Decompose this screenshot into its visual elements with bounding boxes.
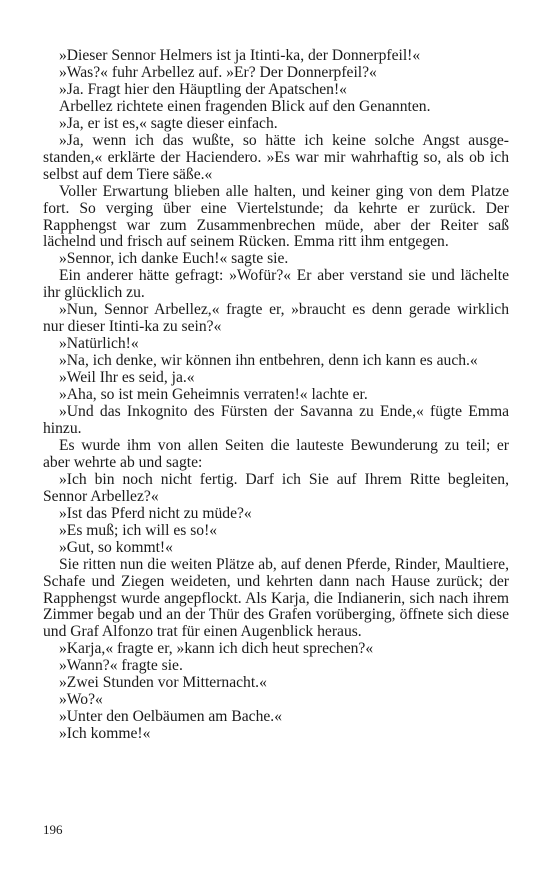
paragraph: Arbellez richtete einen fragenden Blick auf den Genannten.: [59, 97, 431, 115]
paragraph: Es wurde ihm von allen Seiten die lauteste Bewunderung zu teil; er aber wehrte ab und sagte:: [43, 436, 509, 471]
paragraph: »Ich komme!«: [59, 725, 151, 743]
paragraph: »Zwei Stunden vor Mitternacht.«: [59, 674, 267, 692]
page-number: 196: [43, 822, 63, 837]
paragraph: »Unter den Oelbäumen am Bache.«: [59, 708, 282, 726]
paragraph: »Dieser Sennor Helmers ist ja Itinti-ka, der Donnerpfeil!«: [59, 47, 421, 64]
paragraph: »Gut, so kommt!«: [59, 538, 173, 556]
paragraph: »Ja. Fragt hier den Häuptling der Apatschen!«: [59, 80, 347, 98]
paragraph: »Ich bin noch nicht fertig. Darf ich Sie auf Ihrem Ritte begleiten, Sennor Arbellez?«: [43, 470, 509, 505]
paragraph: »Es muß; ich will es so!«: [59, 521, 218, 539]
paragraph: »Und das Inkognito des Fürsten der Savanna zu Ende,« fügte Emma hinzu.: [43, 403, 509, 437]
paragraph: »Aha, so ist mein Geheimnis verraten!« lachte er.: [59, 386, 368, 404]
paragraph: »Weil Ihr es seid, ja.«: [59, 369, 195, 387]
paragraph: Sie ritten nun die weiten Plätze ab, auf denen Pferde, Rinder, Maultiere, Schafe und Ziegen weideten, und kehrten dann nach Hause zurück; der Rapphengst wurde angepflockt. Als Karja, die Indianerin, sich nach ihrem Zimmer begab und an der Thür des Grafen vorüberging, öffnete sich diese und Graf Alfonzo trat für einen Augenblick heraus.: [43, 555, 509, 641]
page-body-text: [43, 48, 509, 743]
paragraph: »Natürlich!«: [59, 335, 139, 353]
paragraph: »Ist das Pferd nicht zu müde?«: [59, 504, 252, 522]
paragraph: »Na, ich denke, wir können ihn entbehren, denn ich kann es auch.«: [59, 352, 478, 370]
paragraph: »Ja, wenn ich das wußte, so hätte ich keine solche Angst ausgestanden,« erklärte der Haciendero. »Es war mir wahrhaftig so, als ob ich selbst auf dem Tiere säße.«: [43, 131, 509, 183]
paragraph: Voller Erwartung blieben alle halten, und keiner ging von dem Platze fort. So verging über eine Viertelstunde; da kehrte er zurück. Der Rapphengst war zum Zusammenbrechen müde, aber der Reiter saß lächelnd und frisch auf seinem Rücken. Emma ritt ihm entgegen.: [43, 182, 509, 251]
paragraph: »Was?« fuhr Arbellez auf. »Er? Der Donnerpfeil?«: [59, 63, 377, 81]
paragraph: »Karja,« fragte er, »kann ich dich heut sprechen?«: [59, 640, 374, 658]
paragraph: »Wann?« fragte sie.: [59, 657, 183, 675]
paragraph: »Sennor, ich danke Euch!« sagte sie.: [59, 250, 289, 268]
paragraph: »Wo?«: [59, 691, 103, 709]
paragraph: »Ja, er ist es,« sagte dieser einfach.: [59, 114, 278, 132]
paragraph: »Nun, Sennor Arbellez,« fragte er, »braucht es denn gerade wirklich nur dieser Itinti-ka zu sein?«: [43, 301, 509, 336]
paragraph: Ein anderer hätte gefragt: »Wofür?« Er aber verstand sie und lächelte ihr glücklich zu.: [43, 267, 509, 302]
